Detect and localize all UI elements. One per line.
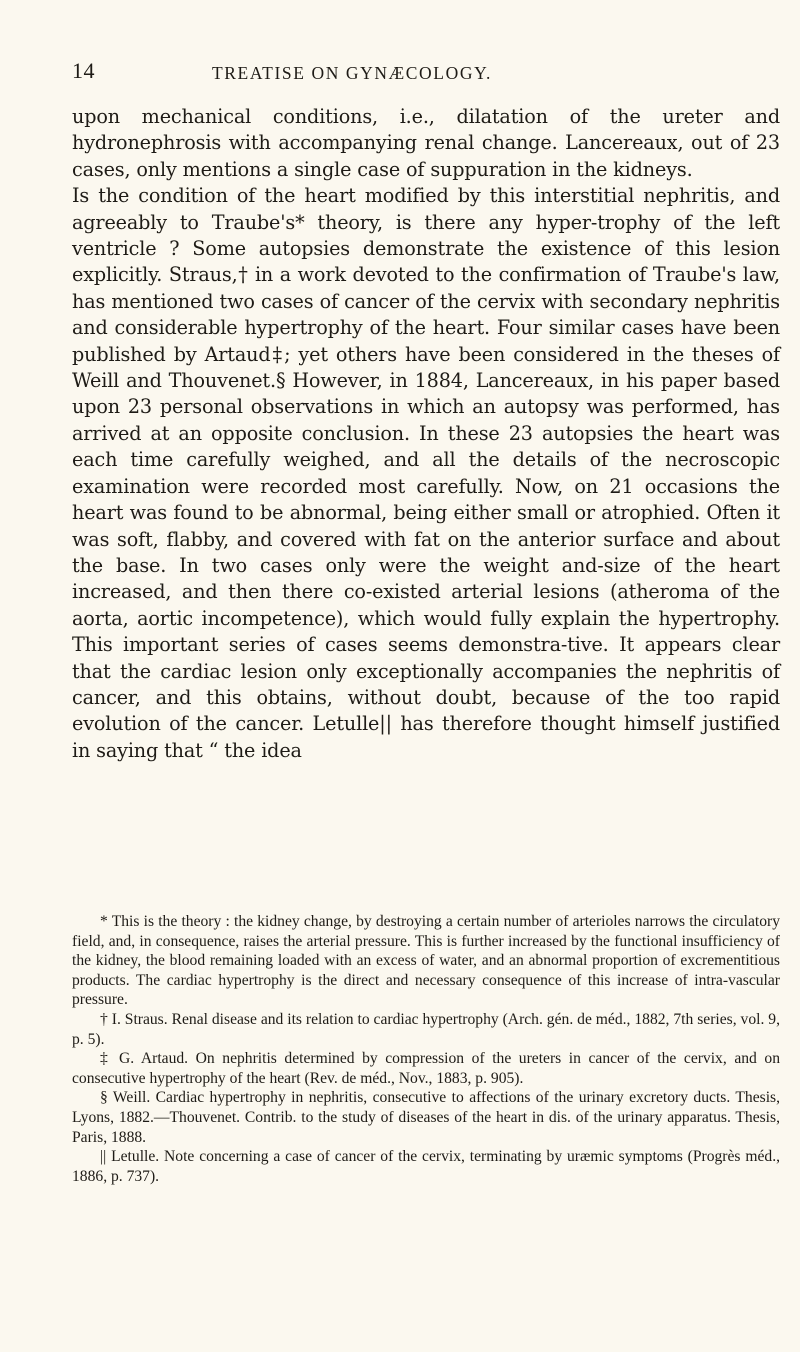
paragraph: Is the condition of the heart modified by this interstitial nephritis, and agreeably to Traube's* theory, is there any hyper-trophy of the left ventricle ? Some autopsies demonstrate the existence of this lesion explicitly. Straus,† in a work devoted to the confirmation of Traube's law, has mentioned two cases of cancer of the cervix with secondary nephritis and considerable hypertrophy of the heart. Four similar cases have been published by Artaud‡; yet others have been considered in the theses of Weill and Thouvenet.§ However, in 1884, Lancereaux, in his paper based upon 23 personal observations in which an autopsy was performed, has arrived at an opposite conclusion. In these 23 autopsies the heart was each time carefully weighed, and all the details of the necroscopic examination were recorded most carefully. Now, on 21 occasions the heart was found to be abnormal, being either small or atrophied. Often it was soft, flabby, and covered with fat on the anterior surface and about the base. In two cases only were the weight and-size of the heart increased, and then there co-existed arterial lesions (atheroma of the aorta, aortic incompetence), which would fully explain the hypertrophy. This important series of cases seems demonstra-tive. It appears clear that the cardiac lesion only exceptionally accompanies the nephritis of cancer, and this obtains, without doubt, because of the too rapid evolution of the cancer. Letulle|| has therefore thought himself justified in saying that “ the idea <box>72 184 780 762</box>
footnote: ‡ G. Artaud. On nephritis determined by compression of the ureters in cancer of the cervix, and on consecutive hypertrophy of the heart (Rev. de méd., Nov., 1883, p. 905). <box>72 1050 780 1087</box>
footnote: § Weill. Cardiac hypertrophy in nephritis, consecutive to affections of the urinary excretory ducts. Thesis, Lyons, 1882.—Thouvenet. Contrib. to the study of diseases of the heart in dis. of the urinary apparatus. Thesis, Paris, 1888. <box>72 1089 780 1146</box>
body-text <box>72 104 780 764</box>
footnote: † I. Straus. Renal disease and its relation to cardiac hypertrophy (Arch. gén. de méd., 1882, 7th series, vol. 9, p. 5). <box>72 1010 780 1048</box>
footnote: * This is the theory : the kidney change, by destroying a certain number of arterioles narrows the circulatory field, and, in consequence, raises the arterial pressure. This is further increased by the functional insufficiency of the kidney, the blood remaining loaded with an excess of water, and an abnormal proportion of excrementitious products. The cardiac hypertrophy is the direct and necessary consequence of this increase of intra-vascular pressure. <box>72 913 780 1009</box>
footnote: || Letulle. Note concerning a case of cancer of the cervix, terminating by uræmic symptoms (Progrès méd., 1886, p. 737). <box>72 1148 780 1185</box>
running-title: TREATISE ON GYNÆCOLOGY. <box>212 63 493 83</box>
paragraph: upon mechanical conditions, i.e., dilatation of the ureter and hydronephrosis with accompanying renal change. Lancereaux, out of 23 cases, only mentions a single case of suppuration in the kidneys. <box>72 105 780 181</box>
page-number: 14 <box>72 58 95 83</box>
running-head <box>72 58 762 88</box>
footnotes <box>72 912 780 1186</box>
